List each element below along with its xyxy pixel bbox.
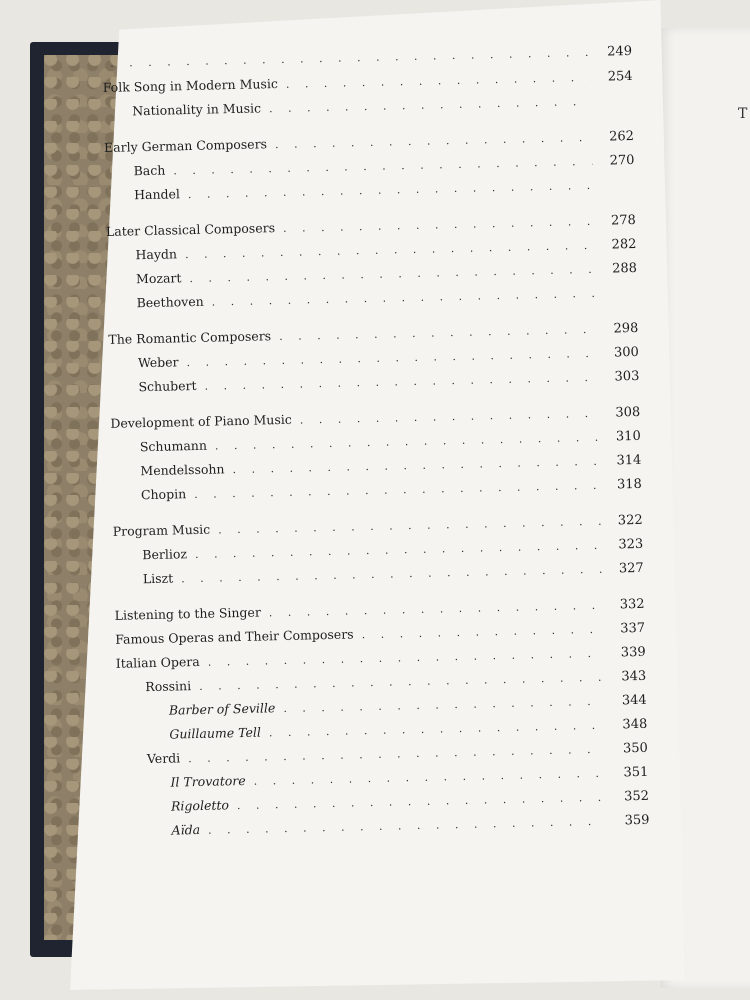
toc-page-number: 339: [620, 644, 646, 661]
dot-leader: [362, 623, 604, 641]
dot-leader: [279, 323, 596, 343]
toc-entry-title: Weber: [137, 354, 179, 371]
toc-page-number: 344: [621, 692, 647, 709]
toc-entry-title: Development of Piano Music: [110, 411, 292, 431]
toc-page-number: 350: [622, 740, 649, 757]
toc-entry-title: Liszt: [142, 570, 174, 587]
toc-entry-title: Mozart: [135, 270, 182, 287]
toc-entry-title: Chopin: [140, 486, 187, 503]
toc-page-number: 270: [609, 152, 635, 169]
toc-page-number: 351: [623, 764, 649, 781]
toc-entry-title: Later Classical Composers: [105, 220, 276, 239]
toc-entry-title: Beethoven: [136, 293, 204, 311]
toc-page-number: [599, 104, 633, 105]
toc-entry-title: Famous Operas and Their Composers: [115, 626, 354, 647]
toc-entry-title: Schubert: [138, 377, 197, 395]
dot-leader: [269, 599, 603, 620]
toc-page-number: 308: [615, 404, 641, 421]
toc-entry-title: Haydn: [135, 246, 178, 263]
toc-entry-title: Schumann: [139, 437, 208, 455]
table-of-contents: [102, 44, 650, 848]
dot-leader: [300, 407, 599, 427]
dot-leader: [286, 71, 591, 91]
toc-page-number: 282: [611, 236, 637, 253]
toc-page-number: 359: [624, 812, 650, 829]
toc-page-number: [604, 296, 638, 297]
toc-page-number: 332: [619, 596, 645, 613]
toc-entry-title: Early German Composers: [103, 136, 268, 155]
dot-leader: [275, 131, 592, 151]
facing-page-letter: T: [738, 106, 748, 122]
toc-entry-title: Program Music: [112, 521, 211, 539]
toc-entry-title: Listening to the Singer: [114, 604, 261, 623]
toc-entry-title: Nationality in Music: [132, 100, 262, 119]
dot-leader: [283, 215, 594, 235]
toc-page-number: 337: [620, 620, 646, 637]
toc-page-number: 314: [616, 452, 642, 469]
toc-entry-title: Bach: [133, 162, 166, 179]
toc-entry-title: Handel: [133, 186, 181, 203]
toc-entry-title: Barber of Seville: [168, 700, 276, 718]
toc-page-number: 327: [618, 560, 644, 577]
toc-entry-title: Mendelssohn: [140, 461, 225, 479]
toc-entry-title: Folk Song in Modern Music: [102, 76, 279, 95]
toc-entry-title: Rossini: [145, 678, 192, 695]
toc-page-number: 348: [622, 716, 648, 733]
toc-entry-title: The Romantic Composers: [108, 328, 272, 347]
toc-entry-title: Rigoletto: [170, 797, 230, 814]
toc-page-number: 278: [610, 212, 637, 229]
toc-entry-title: Guillaume Tell: [169, 724, 262, 742]
toc-page-number: 310: [615, 428, 641, 445]
toc-page-number: 318: [616, 476, 643, 493]
toc-entry-title: Berlioz: [142, 546, 188, 563]
toc-page-number: 323: [618, 536, 644, 553]
toc-entry-title: Il Trovatore: [170, 772, 246, 790]
toc-entry-title: Italian Opera: [115, 653, 200, 671]
toc-page-number: 298: [613, 320, 639, 337]
toc-page-number: 249: [607, 43, 633, 60]
toc-page-number: 254: [607, 68, 633, 85]
toc-page-number: 343: [621, 668, 647, 685]
toc-page-number: 322: [617, 512, 643, 529]
toc-page-number: 262: [608, 128, 635, 145]
toc-page-number: 303: [614, 368, 640, 385]
toc-page-number: 288: [611, 260, 638, 277]
toc-entry-title: Aïda: [171, 821, 201, 838]
toc-page-number: 300: [613, 344, 640, 361]
toc-page-number: [601, 188, 635, 189]
dot-leader: [218, 515, 601, 537]
toc-entry-title: Verdi: [146, 750, 181, 767]
toc-page-number: 352: [623, 788, 650, 805]
